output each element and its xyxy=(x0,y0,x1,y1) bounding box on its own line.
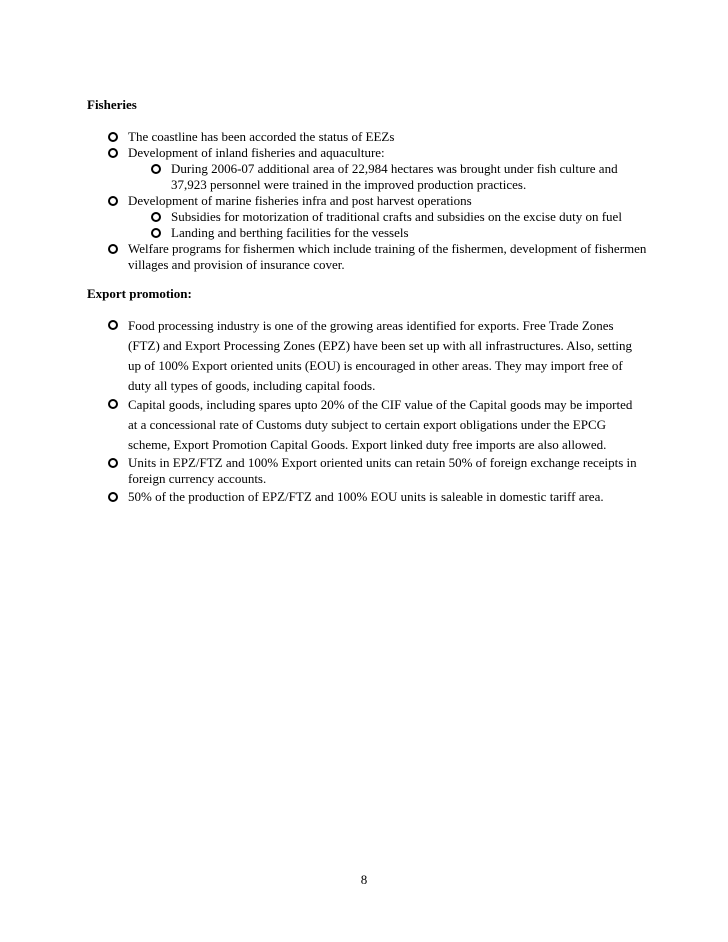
hollow-circle-bullet-icon xyxy=(151,164,161,174)
page-number xyxy=(0,872,728,888)
list-item xyxy=(0,161,728,193)
hollow-circle-bullet-icon xyxy=(151,228,161,238)
list-item xyxy=(0,225,728,241)
list-item-text: The coastline has been accorded the status of EEZs xyxy=(128,129,395,144)
hollow-circle-bullet-icon xyxy=(108,244,118,254)
export-promotion-list xyxy=(0,317,728,505)
page-number-text: 8 xyxy=(360,872,368,887)
hollow-circle-bullet-icon xyxy=(108,399,118,409)
list-item-text: Welfare programs for fishermen which include training of the fishermen, development of fishermen villages and provision of insurance cover. xyxy=(128,241,647,272)
list-item-text: Development of inland fisheries and aquaculture: xyxy=(128,145,385,160)
list-item-text: During 2006-07 additional area of 22,984 hectares was brought under fish culture and 37,923 personnel were trained in the improved production practices. xyxy=(171,161,618,192)
list-item-text: Capital goods, including spares upto 20% of the CIF value of the Capital goods may be imported at a concessional rate of Customs duty subject to certain export obligations under the EPCG scheme, Export Promotion Capital Goods. Export linked duty free imports are also allowed. xyxy=(128,397,633,452)
export-promotion-heading: Export promotion: xyxy=(87,286,192,301)
list-item-text: Food processing industry is one of the growing areas identified for exports. Free Trade Zones (FTZ) and Export Processing Zones (EPZ) have been set up with all infrastructures. Also, setting up of 100% Export oriented units (EOU) is encouraged in other areas. They may import free of duty all types of goods, including capital foods. xyxy=(128,318,633,393)
list-item-text: Units in EPZ/FTZ and 100% Export oriented units can retain 50% of foreign exchange receipts in foreign currency accounts. xyxy=(128,455,637,486)
hollow-circle-bullet-icon xyxy=(108,132,118,142)
list-item xyxy=(0,395,728,455)
list-item-text: Landing and berthing facilities for the vessels xyxy=(171,225,409,240)
list-item xyxy=(0,316,728,396)
list-item-text: 50% of the production of EPZ/FTZ and 100% EOU units is saleable in domestic tariff area. xyxy=(128,489,604,504)
list-item xyxy=(0,489,728,505)
hollow-circle-bullet-icon xyxy=(108,196,118,206)
hollow-circle-bullet-icon xyxy=(108,320,118,330)
hollow-circle-bullet-icon xyxy=(108,492,118,502)
fisheries-heading: Fisheries xyxy=(87,97,137,112)
hollow-circle-bullet-icon xyxy=(151,212,161,222)
fisheries-list xyxy=(0,129,728,273)
list-item xyxy=(0,129,728,145)
list-item xyxy=(0,455,728,487)
list-item xyxy=(0,209,728,225)
list-item-text: Development of marine fisheries infra and post harvest operations xyxy=(128,193,472,208)
list-item xyxy=(0,241,728,273)
list-item xyxy=(0,145,728,161)
list-item xyxy=(0,193,728,209)
hollow-circle-bullet-icon xyxy=(108,458,118,468)
hollow-circle-bullet-icon xyxy=(108,148,118,158)
list-item-text: Subsidies for motorization of traditional crafts and subsidies on the excise duty on fuel xyxy=(171,209,622,224)
